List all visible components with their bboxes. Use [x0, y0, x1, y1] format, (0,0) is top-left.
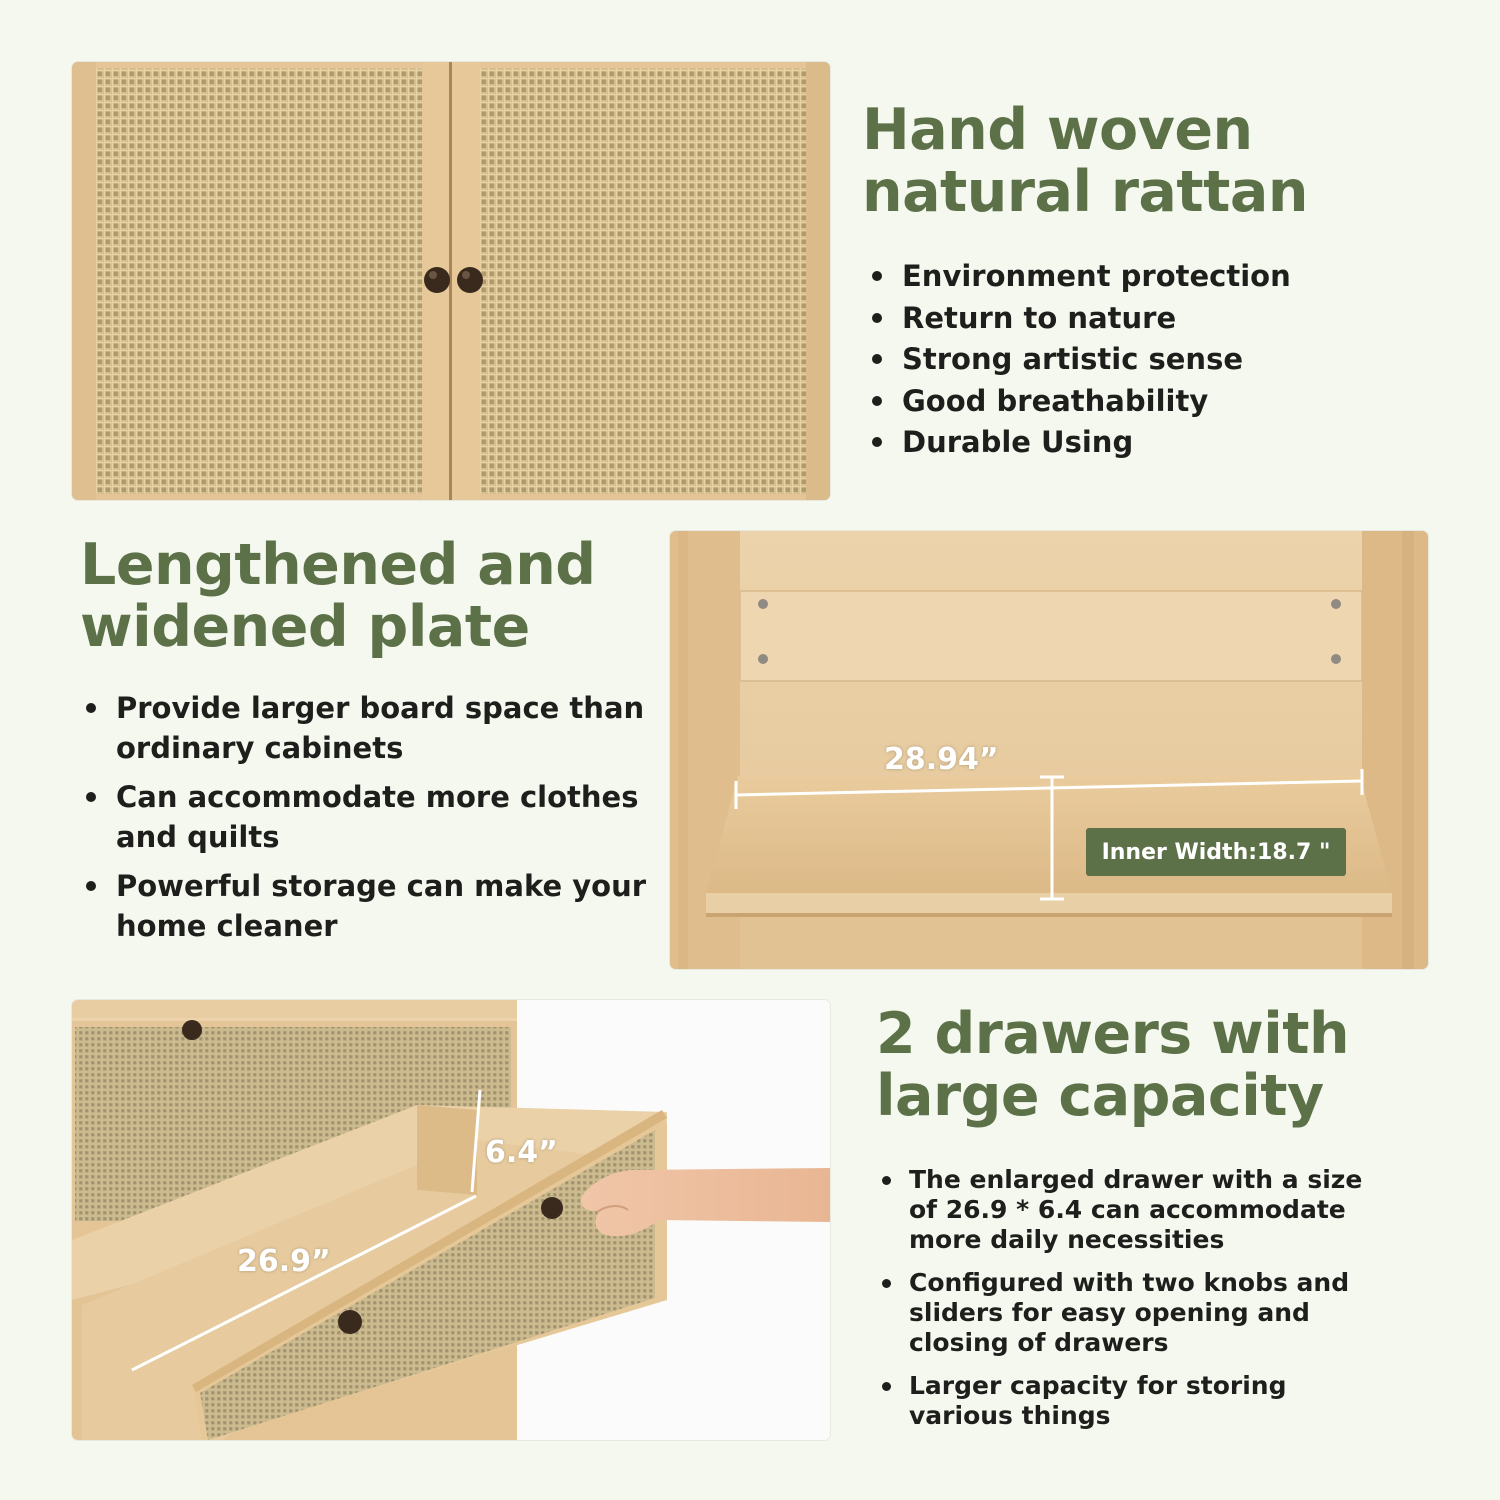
- bullet-item: Larger capacity for storing various things: [876, 1371, 1396, 1431]
- rattan-heading-line2: natural rattan: [862, 158, 1308, 225]
- plate-heading-line2: widened plate: [80, 593, 530, 660]
- door-knob-right: [457, 267, 483, 293]
- bullet-item: The enlarged drawer with a size of 26.9 * 6.4 can accommodate more daily necessities: [876, 1165, 1396, 1255]
- rattan-heading: [862, 97, 1482, 225]
- drawers-heading-line1: 2 drawers with: [876, 1001, 1350, 1067]
- bullet-item: Strong artistic sense: [866, 339, 1291, 381]
- drawers-photo: [72, 1000, 830, 1440]
- plate-heading: [80, 532, 660, 660]
- cabinet-interior-photo: [670, 531, 1428, 969]
- top-drawer-knob: [182, 1020, 202, 1040]
- shelf-width-label: 28.94”: [884, 742, 999, 777]
- door-knob-left: [424, 267, 450, 293]
- bullet-item: Return to nature: [866, 298, 1291, 340]
- bullet-item: Environment protection: [866, 256, 1291, 298]
- rattan-heading-line1: Hand woven: [862, 97, 1253, 163]
- drawers-heading: [876, 1001, 1476, 1129]
- bullet-item: Can accommodate more clothes and quilts: [80, 777, 665, 857]
- bullet-item: Good breathability: [866, 381, 1291, 423]
- drawer-length-label: 26.9”: [237, 1244, 331, 1279]
- plate-heading-line1: Lengthened and: [80, 532, 596, 598]
- rattan-doors-photo: [72, 62, 830, 500]
- drawer-height-label: 6.4”: [485, 1135, 558, 1170]
- bullet-item: Durable Using: [866, 422, 1291, 464]
- inner-width-badge: Inner Width:18.7 ": [1086, 828, 1346, 876]
- drawers-bullet-list: [876, 1165, 1396, 1444]
- plate-bullet-list: [80, 688, 665, 955]
- bullet-item: Configured with two knobs and sliders for easy opening and closing of drawers: [876, 1268, 1396, 1358]
- rattan-bullet-list: [866, 256, 1291, 464]
- bullet-item: Powerful storage can make your home cleaner: [80, 866, 665, 946]
- drawers-heading-line2: large capacity: [876, 1062, 1324, 1129]
- bullet-item: Provide larger board space than ordinary cabinets: [80, 688, 665, 768]
